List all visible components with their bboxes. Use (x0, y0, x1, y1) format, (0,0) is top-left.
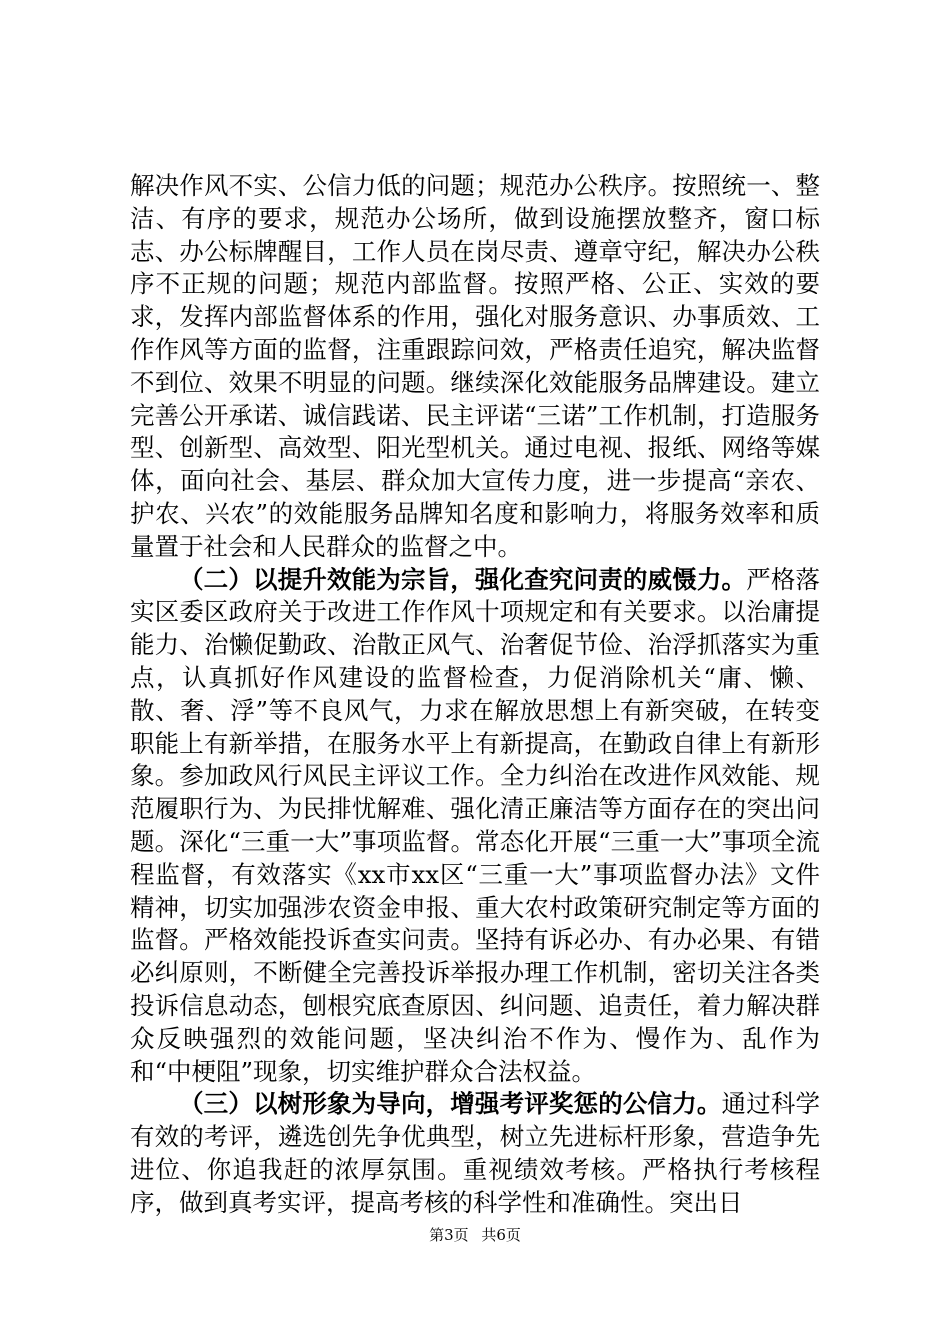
page-total: 共6页 (481, 1226, 521, 1244)
section-3-heading: （三）以树形象为导向，增强考评奖惩的公信力。 (179, 1089, 722, 1119)
section-2-heading: （二）以提升效能为宗旨，强化查究问责的威慑力。 (179, 564, 747, 594)
paragraph-2 (130, 564, 820, 1089)
page-footer (0, 1225, 950, 1245)
paragraph-3-text: 通过科学有效的考评，遴选创先争优典型，树立先进标杆形象，营造争先进位、你追我赶的浓厚氛围。重视绩效考核。严格执行考核程序，做到真考实评，提高考核的科学性和准确性。突出日 (130, 1089, 821, 1217)
page-number: 第3页 (429, 1226, 469, 1244)
paragraph-2-text: 严格落实区委区政府关于改进工作作风十项规定和有关要求。以治庸提能力、治懒促勤政、治散正风气、治奢促节俭、治浮抓落实为重点，认真抓好作风建设的监督检查，力促消除机关“庸、懒、散、奢、浮”等不良风气，力求在解放思想上有新突破，在转变职能上有新举措，在服务水平上有新提高，在勤政自律上有新形象。参加政风行风民主评议工作。全力纠治在改进作风效能、规范履职行为、为民排忧解难、强化清正廉洁等方面存在的突出问题。深化“三重一大”事项监督。常态化开展“三重一大”事项全流程监督，有效落实《xx市xx区“三重一大”事项监督办法》文件精神，切实加强涉农资金申报、重大农村政策研究制定等方面的监督。严格效能投诉查实问责。坚持有诉必办、有办必果、有错必纠原则，不断健全完善投诉举报办理工作机制，密切关注各类投诉信息动态，刨根究底查原因、纠问题、追责任，着力解决群众反映强烈的效能问题，坚决纠治不作为、慢作为、乱作为和“中梗阻”现象，切实维护群众合法权益。 (130, 564, 821, 1086)
document-body (130, 170, 820, 1220)
paragraph-1-text: 解决作风不实、公信力低的问题；规范办公秩序。按照统一、整洁、有序的要求，规范办公场所，做到设施摆放整齐，窗口标志、办公标牌醒目，工作人员在岗尽责、遵章守纪，解决办公秩序不正规的问题；规范内部监督。按照严格、公正、实效的要求，发挥内部监督体系的作用，强化对服务意识、办事质效、工作作风等方面的监督，注重跟踪问效，严格责任追究，解决监督不到位、效果不明显的问题。继续深化效能服务品牌建设。建立完善公开承诺、诚信践诺、民主评诺“三诺”工作机制，打造服务型、创新型、高效型、阳光型机关。通过电视、报纸、网络等媒体，面向社会、基层、群众加大宣传力度，进一步提高“亲农、护农、兴农”的效能服务品牌知名度和影响力，将服务效率和质量置于社会和人民群众的监督之中。 (130, 171, 820, 561)
paragraph-1 (130, 170, 820, 564)
paragraph-3 (130, 1088, 820, 1219)
